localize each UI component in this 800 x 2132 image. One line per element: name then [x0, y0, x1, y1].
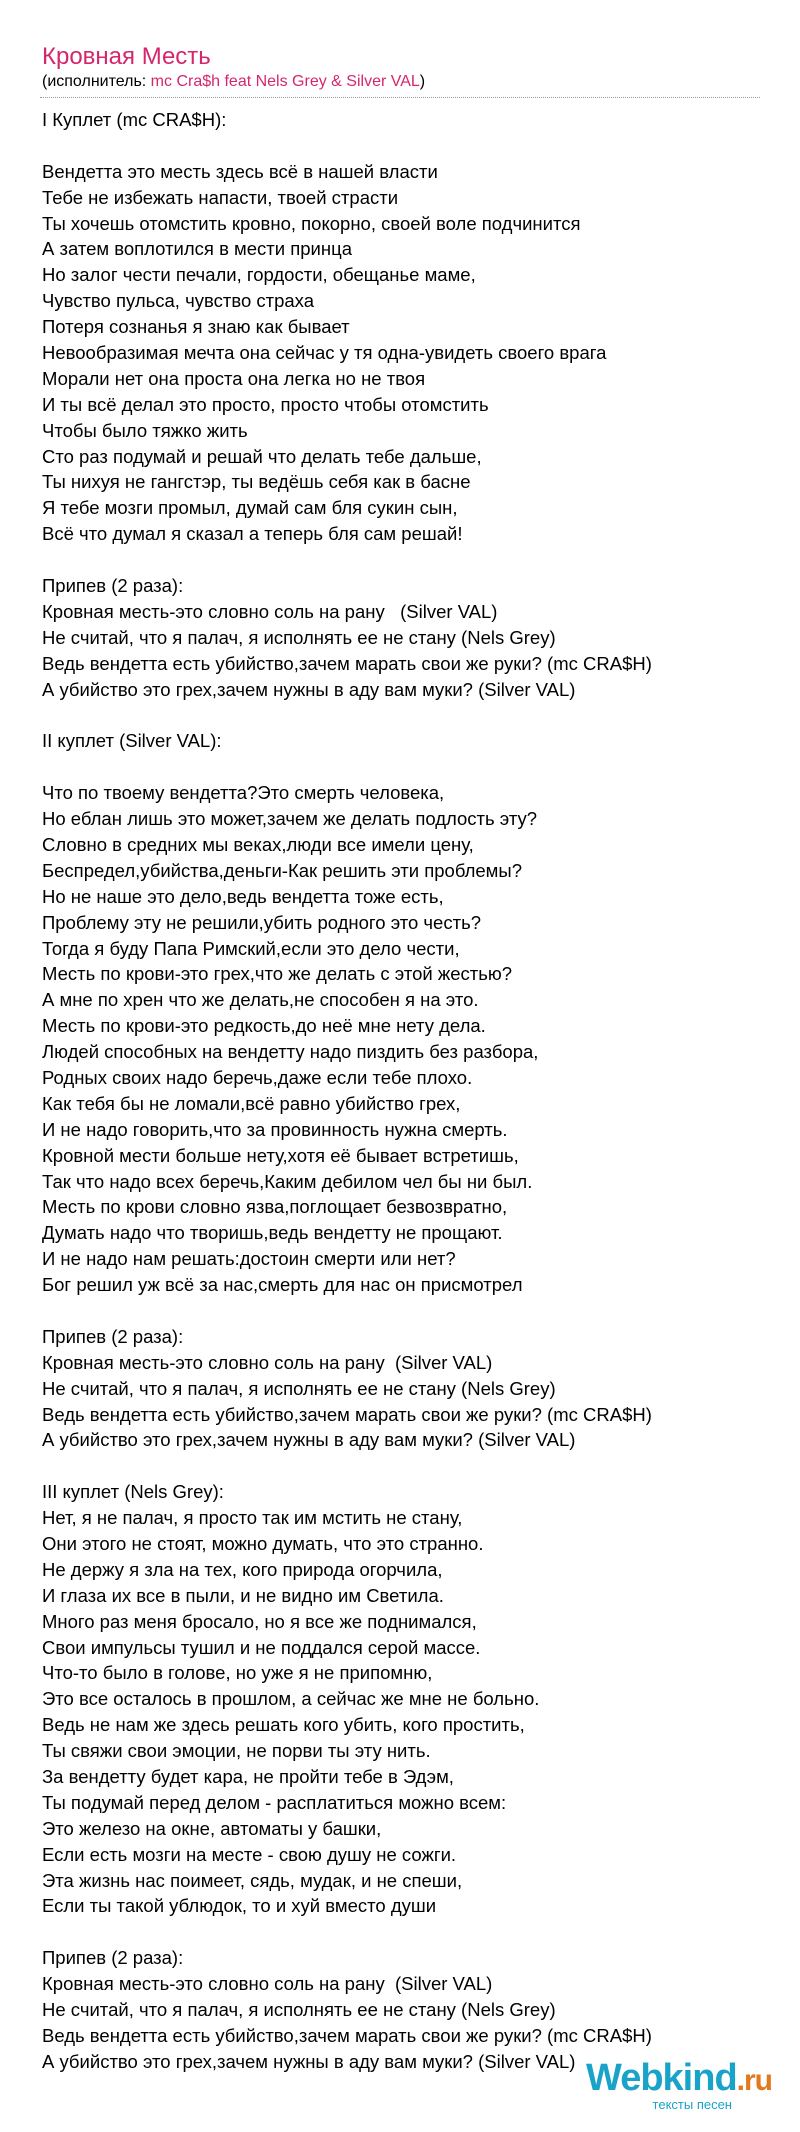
- lyric-line: Припев (2 раза):: [42, 575, 184, 597]
- song-title: Кровная Месть: [42, 43, 211, 70]
- watermark-tld: .ru: [736, 2064, 772, 2097]
- lyric-line: II куплет (Silver VAL):: [42, 730, 222, 752]
- lyric-blank-line: [42, 1298, 762, 1324]
- lyric-line: Нет, я не палач, я просто так им мстить не стану,: [42, 1507, 463, 1529]
- lyric-line: Месть по крови-это грех,что же делать с этой жестью?: [42, 963, 513, 985]
- lyric-line: Чувство пульса, чувство страха: [42, 290, 314, 312]
- lyric-line: Тогда я буду Папа Римский,если это дело чести,: [42, 937, 460, 959]
- lyric-line: Ты подумай перед делом - расплатиться можно всем:: [42, 1791, 507, 1813]
- lyric-line: Кровная месть-это словно соль на рану (Silver VAL): [42, 1973, 493, 1995]
- lyric-line: Припев (2 раза):: [42, 1947, 184, 1969]
- lyric-line: I Куплет (mc CRA$H):: [42, 109, 227, 130]
- lyric-line: Не считай, что я палач, я исполнять ее не стану (Nels Grey): [42, 626, 556, 648]
- lyric-line: А затем воплотился в мести принца: [42, 238, 352, 260]
- lyric-line: Не держу я зла на тех, кого природа огорчила,: [42, 1558, 443, 1580]
- lyric-line: Ведь вендетта есть убийство,зачем марать свои же руки? (mc CRA$H): [42, 652, 652, 674]
- lyric-line: Ведь вендетта есть убийство,зачем марать свои же руки? (mc CRA$H): [42, 2024, 652, 2046]
- lyric-line: И не надо нам решать:достоин смерти или нет?: [42, 1248, 456, 1270]
- lyric-blank-line: [42, 702, 762, 728]
- watermark-logo: [586, 2058, 772, 2101]
- lyric-line: Людей способных на вендетту надо пиздить без разбора,: [42, 1041, 539, 1063]
- lyric-line: Но еблан лишь это может,зачем же делать подлость эту?: [42, 808, 538, 830]
- title-divider: [40, 97, 760, 98]
- lyric-line: Много раз меня бросало, но я все же поднимался,: [42, 1610, 477, 1632]
- lyric-line: Но не наше это дело,ведь вендетта тоже есть,: [42, 885, 444, 907]
- lyric-line: Всё что думал я сказал а теперь бля сам решай!: [42, 523, 463, 545]
- lyric-line: Ты свяжи свои эмоции, не порви ты эту нить.: [42, 1740, 431, 1762]
- lyric-line: Ты нихуя не гангстэр, ты ведёшь себя как в басне: [42, 471, 471, 493]
- lyric-line: Припев (2 раза):: [42, 1325, 184, 1347]
- lyric-line: А убийство это грех,зачем нужны в аду вам муки? (Silver VAL): [42, 678, 576, 700]
- lyric-line: Ведь вендетта есть убийство,зачем марать свои же руки? (mc CRA$H): [42, 1403, 652, 1425]
- lyric-line: Так что надо всех беречь,Каким дебилом чел бы ни был.: [42, 1170, 533, 1192]
- lyric-line: Думать надо что творишь,ведь вендетту не прощают.: [42, 1222, 503, 1244]
- lyric-line: Эта жизнь нас поимеет, сядь, мудак, и не спеши,: [42, 1869, 463, 1891]
- lyric-line: И ты всё делал это просто, просто чтобы отомстить: [42, 393, 489, 415]
- lyric-line: А убийство это грех,зачем нужны в аду вам муки? (Silver VAL): [42, 2050, 576, 2072]
- lyric-line: Беспредел,убийства,деньги-Как решить эти проблемы?: [42, 859, 522, 881]
- lyric-line: Кровная месть-это словно соль на рану (Silver VAL): [42, 600, 498, 622]
- lyric-blank-line: [42, 754, 762, 780]
- lyric-line: И не надо говорить,что за провинность нужна смерть.: [42, 1118, 508, 1140]
- lyric-line: Что-то было в голове, но уже я не припомню,: [42, 1662, 433, 1684]
- lyric-line: И глаза их все в пыли, и не видно им Светила.: [42, 1584, 444, 1606]
- lyric-blank-line: [42, 1919, 762, 1945]
- lyric-line: Месть по крови-это редкость,до неё мне нету дела.: [42, 1015, 486, 1037]
- lyric-line: Вендетта это месть здесь всё в нашей власти: [42, 160, 438, 182]
- artist-link[interactable]: mc Cra$h feat Nels Grey & Silver VAL: [150, 73, 420, 90]
- lyric-line: Не считай, что я палач, я исполнять ее не стану (Nels Grey): [42, 1377, 556, 1399]
- lyric-line: Проблему эту не решили,убить родного это честь?: [42, 911, 481, 933]
- lyric-line: Не считай, что я палач, я исполнять ее не стану (Nels Grey): [42, 1999, 556, 2021]
- artist-suffix: ): [419, 73, 426, 90]
- lyric-line: Ты хочешь отомстить кровно, покорно, своей воле подчинится: [42, 212, 581, 234]
- lyric-line: Тебе не избежать напасти, твоей страсти: [42, 186, 399, 208]
- lyric-line: Словно в средних мы веках,люди все имели цену,: [42, 833, 474, 855]
- lyric-blank-line: [42, 1453, 762, 1479]
- lyric-line: III куплет (Nels Grey):: [42, 1481, 224, 1503]
- lyric-line: Свои импульсы тушил и не поддался серой массе.: [42, 1636, 481, 1658]
- lyric-line: Чтобы было тяжко жить: [42, 419, 248, 441]
- lyric-line: Как тебя бы не ломали,всё равно убийство грех,: [42, 1092, 461, 1114]
- artist-line: [42, 72, 425, 92]
- lyrics-text: [42, 107, 762, 2075]
- watermark-brand: Webkind: [586, 2057, 737, 2099]
- lyric-line: Месть по крови словно язва,поглощает безвозвратно,: [42, 1196, 508, 1218]
- lyric-line: Сто раз подумай и решай что делать тебе дальше,: [42, 445, 482, 467]
- lyric-line: Они этого не стоят, можно думать, что это странно.: [42, 1532, 484, 1554]
- watermark-tagline: тексты песен: [652, 2097, 732, 2112]
- lyric-line: Невообразимая мечта она сейчас у тя одна-увидеть своего врага: [42, 342, 607, 364]
- lyric-line: Это железо на окне, автоматы у башки,: [42, 1817, 382, 1839]
- lyric-line: Родных своих надо беречь,даже если тебе плохо.: [42, 1066, 473, 1088]
- lyric-line: Но залог чести печали, гордости, обещанье маме,: [42, 264, 476, 286]
- site-watermark: [586, 2058, 772, 2112]
- lyric-line: Кровной мести больше нету,хотя её бывает встретишь,: [42, 1144, 519, 1166]
- artist-prefix: (исполнитель:: [42, 73, 151, 90]
- lyric-line: Это все осталось в прошлом, а сейчас же мне не больно.: [42, 1688, 540, 1710]
- lyric-line: Бог решил уж всё за нас,смерть для нас он присмотрел: [42, 1274, 523, 1296]
- lyric-line: Морали нет она проста она легка но не твоя: [42, 367, 426, 389]
- lyric-line: Я тебе мозги промыл, думай сам бля сукин сын,: [42, 497, 458, 519]
- lyric-line: Ведь не нам же здесь решать кого убить, кого простить,: [42, 1714, 525, 1736]
- lyric-line: Потеря сознанья я знаю как бывает: [42, 316, 350, 338]
- lyric-line: А мне по хрен что же делать,не способен я на это.: [42, 989, 479, 1011]
- lyric-line: Кровная месть-это словно соль на рану (Silver VAL): [42, 1351, 493, 1373]
- lyric-blank-line: [42, 547, 762, 573]
- lyric-line: За вендетту будет кара, не пройти тебе в Эдэм,: [42, 1766, 454, 1787]
- lyric-line: А убийство это грех,зачем нужны в аду вам муки? (Silver VAL): [42, 1429, 576, 1451]
- lyric-line: Если ты такой ублюдок, то и хуй вместо души: [42, 1895, 437, 1917]
- lyric-blank-line: [42, 133, 762, 159]
- lyric-line: Если есть мозги на месте - свою душу не сожги.: [42, 1843, 457, 1865]
- lyric-line: Что по твоему вендетта?Это смерть человека,: [42, 782, 445, 804]
